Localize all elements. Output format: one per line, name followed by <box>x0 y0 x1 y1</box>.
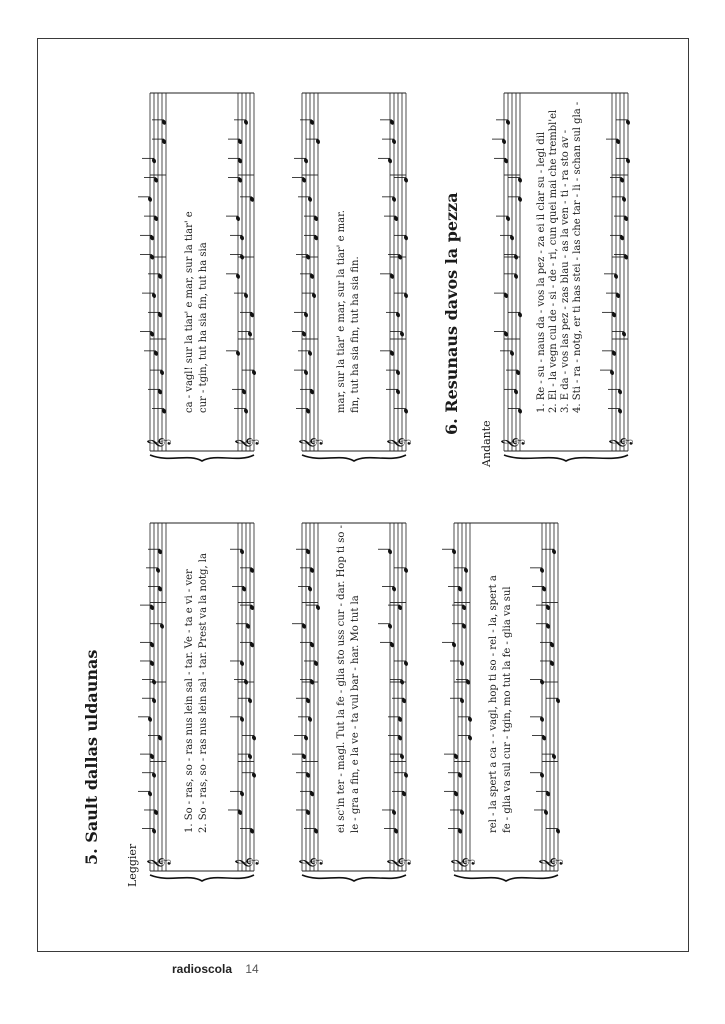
lyric-line: 2. El - la vegn cul de - si - de - ri, cun quei mai che trembl'el <box>548 109 559 413</box>
lyric-line: ei sc'in ter - magl. Tut la fe - glia sto uss cur - dar. Hop ti so - <box>336 524 347 833</box>
lyric-line: 2. So - ras, so - ras nus lein sal - tar. Prest va la notg, la <box>198 553 209 833</box>
system-brace <box>150 875 254 881</box>
system-brace <box>504 455 628 461</box>
song6-tempo: Andante <box>480 420 493 467</box>
song5-system-5 <box>290 85 430 475</box>
footer-page-number: 14 <box>245 962 259 976</box>
system-brace <box>150 455 254 461</box>
lyric-line: ca - vagl! sur la tiar' e mar, sur la tiar' e <box>184 211 195 413</box>
treble-clef-icon: 𝄞 <box>298 437 322 449</box>
footer-brand: radioscola <box>172 962 233 976</box>
treble-clef-icon: 𝄞 <box>234 857 258 869</box>
treble-clef-icon: 𝄞 <box>608 437 632 449</box>
lyric-line: cur - tgin, tut ha sia fin, tut ha sia <box>198 242 209 413</box>
lyric-line: 3. E da - vos las pez - zas blau - as la ven - ti - ra sto av - <box>560 129 571 413</box>
treble-clef-icon: 𝄞 <box>538 857 562 869</box>
rotated-music-sheet <box>50 65 660 895</box>
treble-clef-icon: 𝄞 <box>146 437 170 449</box>
lyric-line: le - gra a fin, e la ve - ta vul bar - har. Mo tut la <box>350 595 361 833</box>
system-brace <box>302 875 406 881</box>
page-footer <box>172 962 259 976</box>
treble-clef-icon: 𝄞 <box>386 437 410 449</box>
song6-title: 6. Resunaus davos la pezza <box>442 192 461 435</box>
treble-clef-icon: 𝄞 <box>298 857 322 869</box>
treble-clef-icon: 𝄞 <box>146 857 170 869</box>
treble-clef-icon: 𝄞 <box>234 437 258 449</box>
lyric-line: fe - glia va sul cur - tgin, mo tut la fe - glia va sul <box>502 586 513 833</box>
song5-tempo: Leggier <box>126 843 139 887</box>
lyric-line: mar, sur la tiar' e mar, sur la tiar' e mar. <box>336 210 347 413</box>
song5-system-3 <box>442 515 582 895</box>
lyric-line: rel - la spert a ca - - vagl, hop ti so - rel - la, spert a <box>488 575 499 833</box>
song5-title: 5. Sault dallas uldaunas <box>82 649 101 865</box>
system-brace <box>454 875 558 881</box>
song5-system-4 <box>138 85 278 475</box>
lyric-line: 1. So - ras, so - ras nus lein sal - tar. Ve - ta e vi - ver <box>184 569 195 833</box>
song5-system-1 <box>138 515 278 895</box>
song6-system-1 <box>492 85 652 475</box>
treble-clef-icon: 𝄞 <box>500 437 524 449</box>
lyric-line: 1. Re - su - naus da - vos la pez - za ei il clar su - legl dil <box>536 131 547 413</box>
lyric-line: 4. Sti - ra - notg, er ti has stei - las che tar - li - schan sul gla - <box>572 101 583 413</box>
treble-clef-icon: 𝄞 <box>386 857 410 869</box>
lyric-line: fin, tut ha sia fin, tut ha sia fin. <box>350 256 361 413</box>
treble-clef-icon: 𝄞 <box>450 857 474 869</box>
song5-system-2 <box>290 515 430 895</box>
system-brace <box>302 455 406 461</box>
